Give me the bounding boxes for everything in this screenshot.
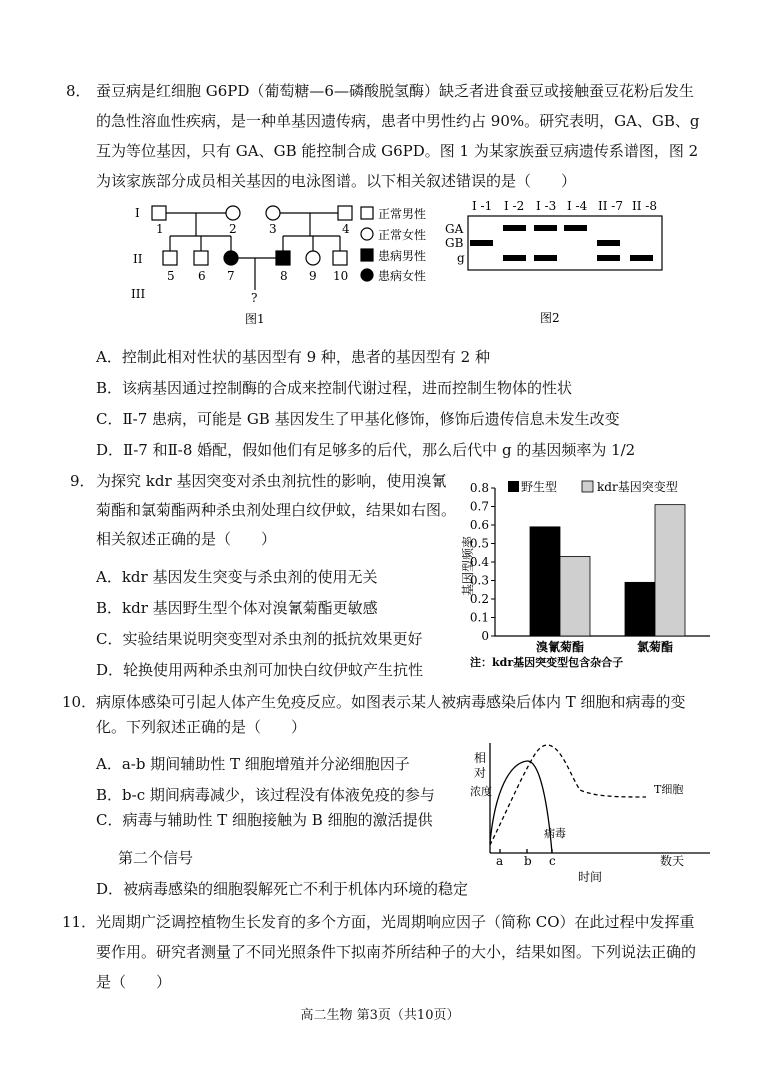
label-4: 4 bbox=[342, 222, 350, 236]
legend-swatch-mutant bbox=[582, 481, 593, 492]
bar-mutant-0 bbox=[560, 556, 590, 636]
q10-option-C-cont: 第二个信号 bbox=[118, 849, 194, 867]
q9-option-C: C．实验结果说明突变型对杀虫剂的抵抗效果更好 bbox=[96, 630, 423, 648]
q11-line-3: 是（ ） bbox=[96, 973, 172, 991]
q11-line-1: 光周期广泛调控植物生长发育的多个方面，光周期响应因子（简称 CO）在此过程中发挥重 bbox=[96, 913, 695, 931]
tick-a: a bbox=[496, 854, 504, 868]
pedigree-II5 bbox=[163, 251, 177, 265]
gel-row-GB: GB bbox=[445, 236, 464, 250]
legend-affected-female: 患病女性 bbox=[378, 269, 427, 283]
band-II7-GB bbox=[597, 240, 620, 246]
label-5: 5 bbox=[167, 269, 175, 283]
tcell-label: T细胞 bbox=[654, 783, 684, 796]
pedigree-I3 bbox=[266, 206, 280, 220]
q9-number: 9． bbox=[70, 472, 95, 490]
tick-b: b bbox=[524, 854, 532, 868]
band-I4-GA bbox=[564, 225, 587, 231]
bar-wild-0 bbox=[530, 527, 560, 636]
curve-ylabel-2: 对 bbox=[474, 766, 487, 780]
curve-ylabel-1: 相 bbox=[474, 751, 487, 765]
gene-frequency-bar-chart bbox=[455, 476, 720, 674]
y-tick-label: 0.7 bbox=[469, 499, 489, 514]
y-tick-label: 0.1 bbox=[469, 610, 489, 625]
pedigree-I4 bbox=[338, 206, 352, 220]
curve-ylabel-3: 浓度 bbox=[470, 785, 492, 798]
q9-line-1: 为探究 kdr 基因突变对杀虫剂抗性的影响，使用溴氰 bbox=[96, 472, 447, 490]
q9-option-A: A．kdr 基因发生突变与杀虫剂的使用无关 bbox=[96, 568, 378, 586]
gel-col-3: I -3 bbox=[536, 199, 557, 213]
pedigree-I2 bbox=[226, 206, 240, 220]
q10-option-A: A．a-b 期间辅助性 T 细胞增殖并分泌细胞因子 bbox=[96, 755, 410, 773]
q11-number: 11． bbox=[62, 913, 97, 931]
label-7: 7 bbox=[227, 269, 235, 283]
y-tick-label: 0.5 bbox=[469, 536, 489, 551]
x-category-label: 氯菊酯 bbox=[636, 640, 674, 654]
label-1: 1 bbox=[156, 222, 164, 236]
pedigree-II9 bbox=[306, 251, 320, 265]
x-unit: 数天 bbox=[660, 854, 685, 868]
page-footer: 高二生物 第3页（共10页） bbox=[300, 1008, 460, 1023]
q8-option-B: B．该病基因通过控制酶的合成来控制代谢过程，进而控制生物体的性状 bbox=[96, 379, 573, 397]
band-I3-g bbox=[534, 255, 557, 261]
q10-number: 10． bbox=[62, 693, 97, 711]
bar-wild-1 bbox=[625, 582, 655, 636]
q9-option-B: B．kdr 基因野生型个体对溴氰菊酯更敏感 bbox=[96, 599, 378, 617]
q10-option-D: D．被病毒感染的细胞裂解死亡不利于机体内环境的稳定 bbox=[96, 880, 469, 898]
band-I2-GA bbox=[503, 225, 526, 231]
q10-option-B: B．b-c 期间病毒减少，该过程没有体液免疫的参与 bbox=[96, 786, 435, 804]
q8-number: 8． bbox=[66, 82, 91, 100]
label-6: 6 bbox=[198, 269, 206, 283]
legend-swatch-wild bbox=[508, 481, 519, 492]
gen-I-label: I bbox=[135, 206, 140, 220]
legend-mutant: kdr基因突变型 bbox=[597, 480, 678, 494]
gel-col-2: I -2 bbox=[504, 199, 525, 213]
y-tick-label: 0.6 bbox=[469, 518, 489, 532]
pedigree-II10 bbox=[333, 251, 347, 265]
label-10: 10 bbox=[333, 269, 349, 283]
x-label: 时间 bbox=[578, 870, 603, 884]
q8-line-4: 为该家族部分成员相关基因的电泳图谱。以下相关叙述错误的是（ ） bbox=[96, 172, 577, 190]
q8-option-C: C．Ⅱ-7 患病，可能是 GB 基因发生了甲基化修饰，修饰后遗传信息未发生改变 bbox=[96, 410, 620, 428]
pedigree-figure bbox=[125, 198, 445, 333]
gel-row-g: g bbox=[457, 251, 465, 265]
band-II7-g bbox=[597, 255, 620, 261]
pedigree-I1 bbox=[152, 206, 166, 220]
legend-affected-male: 患病男性 bbox=[378, 249, 427, 263]
y-tick-label: 0.2 bbox=[469, 592, 489, 606]
label-3: 3 bbox=[269, 222, 277, 236]
q10-option-C: C．病毒与辅助性 T 细胞接触为 B 细胞的激活提供 bbox=[96, 811, 433, 829]
fig2-caption: 图2 bbox=[540, 311, 560, 325]
label-8: 8 bbox=[280, 269, 288, 283]
legend-normal-male: 正常男性 bbox=[378, 207, 427, 221]
band-I2-g bbox=[503, 255, 526, 261]
gel-row-GA: GA bbox=[445, 222, 464, 236]
fig1-caption: 图1 bbox=[245, 312, 265, 326]
band-I1-GB bbox=[470, 240, 493, 246]
bar-mutant-1 bbox=[655, 505, 685, 636]
q8-line-2: 的急性溶血性疾病，是一种单基因遗传病，患者中男性约占 90%。研究表明，GA、GB、g bbox=[96, 112, 700, 130]
gen-II-label: II bbox=[133, 252, 143, 266]
legend-normal-female: 正常女性 bbox=[378, 228, 427, 242]
q9-line-3: 相关叙述正确的是（ ） bbox=[96, 530, 277, 548]
label-2: 2 bbox=[229, 222, 237, 236]
y-axis-label: 基因型频率 bbox=[461, 535, 475, 596]
x-category-label: 溴氰菊酯 bbox=[535, 640, 585, 654]
q8-option-D: D．Ⅱ-7 和Ⅱ-8 婚配，假如他们有足够多的后代，那么后代中 g 的基因频率为 1/2 bbox=[96, 441, 636, 459]
chart-note: 注：kdr基因突变型包含杂合子 bbox=[470, 656, 624, 669]
y-tick-label: 0.4 bbox=[469, 555, 489, 569]
legend-wild: 野生型 bbox=[521, 480, 558, 494]
pedigree-II7 bbox=[224, 251, 238, 265]
q10-line-1: 病原体感染可引起人体产生免疫反应。如图表示某人被病毒感染后体内 T 细胞和病毒的变 bbox=[96, 693, 686, 711]
gel-col-6: II -8 bbox=[632, 199, 657, 213]
q8-line-1: 蚕豆病是红细胞 G6PD（葡萄糖—6—磷酸脱氢酶）缺乏者进食蚕豆或接触蚕豆花粉后发生 bbox=[96, 82, 694, 100]
pedigree-II8 bbox=[276, 251, 290, 265]
electrophoresis-figure bbox=[442, 196, 672, 331]
band-I3-GA bbox=[534, 225, 557, 231]
virus-label: 病毒 bbox=[544, 827, 566, 840]
q9-line-2: 菊酯和氯菊酯两种杀虫剂处理白纹伊蚊，结果如右图。 bbox=[96, 501, 457, 519]
gel-col-4: I -4 bbox=[567, 199, 588, 213]
band-II8-g bbox=[630, 255, 653, 261]
pedigree-II6 bbox=[194, 251, 208, 265]
y-tick-label: 0.3 bbox=[469, 573, 489, 588]
gen-III-label: III bbox=[131, 287, 146, 301]
tcell-virus-curve-chart bbox=[470, 735, 720, 885]
label-9: 9 bbox=[309, 269, 317, 283]
label-unknown: ? bbox=[251, 291, 258, 305]
y-tick-label: 0.8 bbox=[469, 481, 489, 495]
q10-line-2: 化。下列叙述正确的是（ ） bbox=[96, 718, 307, 736]
q8-line-3: 互为等位基因，只有 GA、GB 能控制合成 G6PD。图 1 为某家族蚕豆病遗传系谱图，图 2 bbox=[96, 142, 699, 160]
q9-option-D: D．轮换使用两种杀虫剂可加快白纹伊蚊产生抗性 bbox=[96, 661, 424, 679]
y-tick-label: 0 bbox=[481, 629, 489, 643]
virus-curve bbox=[490, 761, 552, 853]
gel-col-1: I -1 bbox=[472, 199, 493, 213]
q8-option-A: A．控制此相对性状的基因型有 9 种，患者的基因型有 2 种 bbox=[96, 348, 490, 366]
tcell-curve bbox=[490, 745, 646, 845]
tick-c: c bbox=[549, 854, 556, 868]
gel-col-5: II -7 bbox=[598, 199, 623, 213]
q11-line-2: 要作用。研究者测量了不同光照条件下拟南芥所结种子的大小，结果如图。下列说法正确的 bbox=[96, 943, 697, 961]
